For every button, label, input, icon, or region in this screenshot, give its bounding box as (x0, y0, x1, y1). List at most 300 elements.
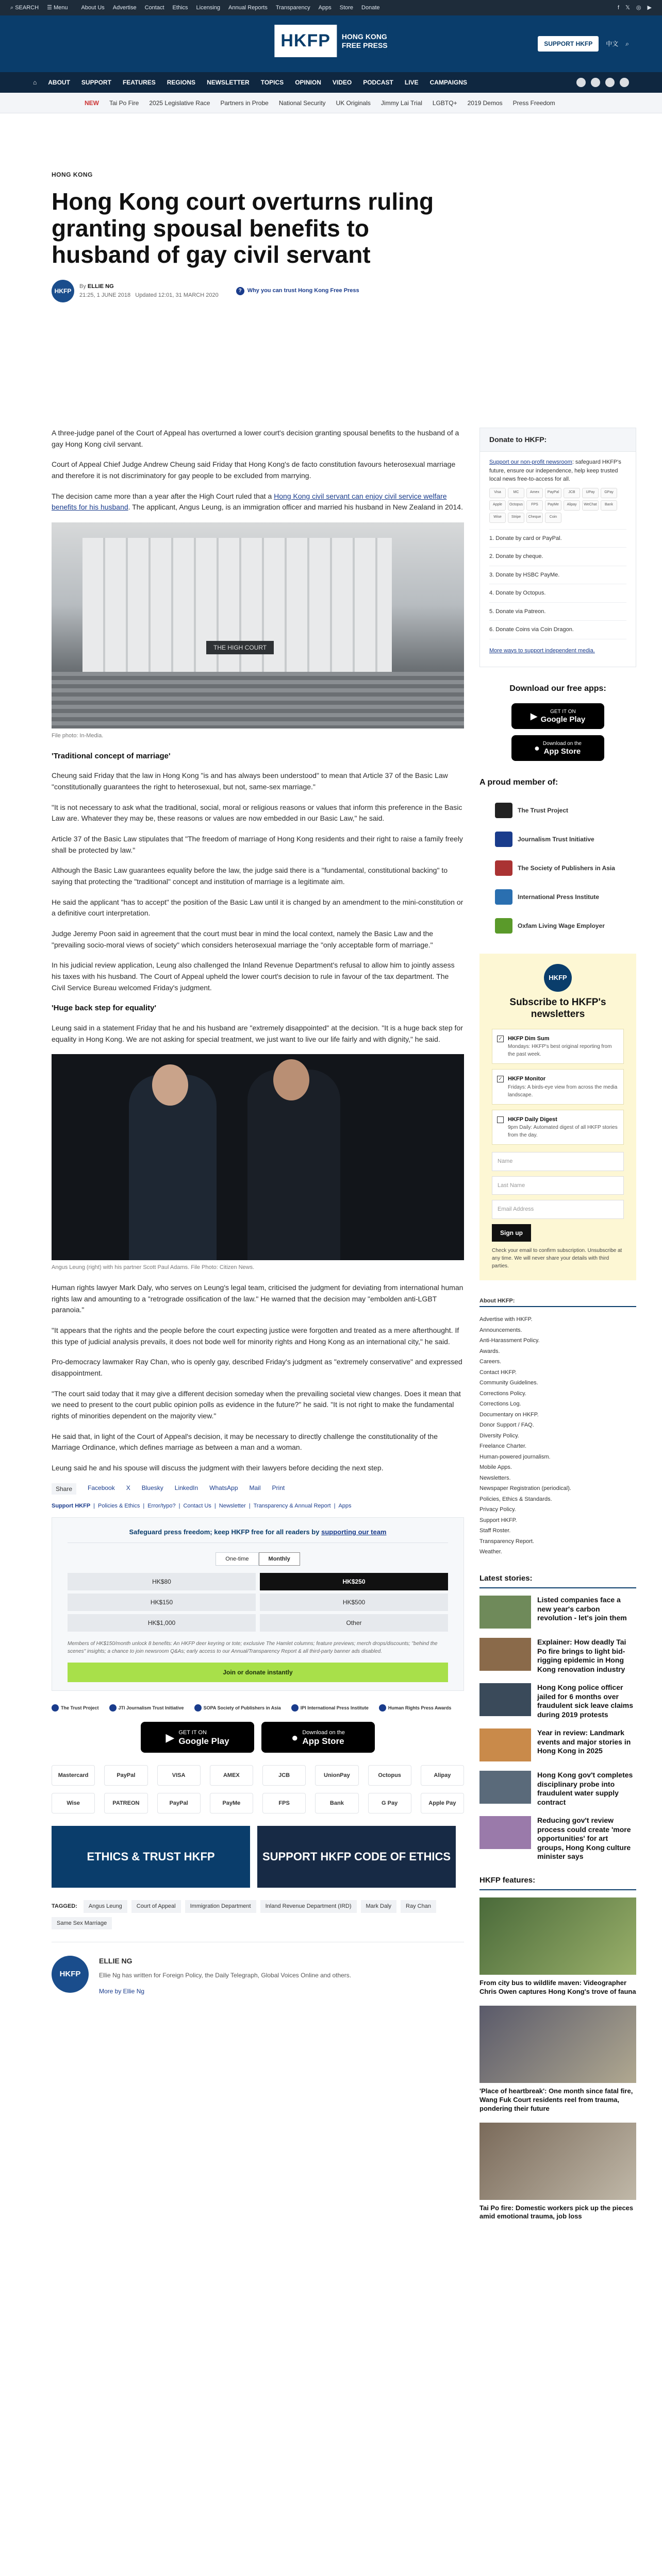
nav-item[interactable]: ABOUT (48, 79, 70, 86)
story-title[interactable]: Hong Kong gov't completes disciplinary probe into fraudulent water supply contract (537, 1771, 633, 1806)
publish-date: 21:25, 1 JUNE 2018 (79, 292, 131, 298)
tag-chip[interactable]: Inland Revenue Department (IRD) (260, 1900, 357, 1913)
menu-link[interactable]: ☰ Menu (47, 4, 68, 11)
member-label: International Press Institute (518, 893, 600, 901)
brand-right (538, 36, 629, 52)
top-link[interactable]: Apps (318, 4, 332, 11)
app-buttons (52, 1722, 464, 1753)
top-bar (0, 0, 662, 15)
more-by-author-link[interactable]: More by Ellie Ng (99, 1987, 145, 1995)
about-link[interactable]: Human-powered journalism. (479, 1453, 551, 1460)
donate-method[interactable]: 5. Donate via Patreon. (489, 603, 626, 621)
member-logo[interactable] (479, 796, 636, 825)
feature-title[interactable]: From city bus to wildlife maven: Videographer Chris Owen captures Hong Kong's trove of fauna (479, 1979, 636, 1995)
app-store-text (543, 740, 582, 756)
brand-bar (0, 15, 662, 72)
social-icon[interactable] (605, 78, 615, 87)
author-box-text (99, 1956, 351, 1996)
latest-story[interactable] (479, 1596, 636, 1629)
tags-label: TAGGED: (52, 1903, 77, 1910)
payment-logo[interactable]: JCB (262, 1765, 306, 1786)
x-icon[interactable]: 𝕏 (625, 4, 630, 11)
logo-line2: FREE PRESS (341, 41, 388, 49)
monthly-tab[interactable]: Monthly (259, 1552, 300, 1566)
site-logo[interactable] (274, 25, 387, 57)
story-title[interactable]: Explainer: How deadly Tai Po fire brings to light bid-rigging epidemic in Hong Kong renovation industry (537, 1638, 626, 1673)
badge-label: JTI Journalism Trust Initiative (118, 1705, 184, 1710)
payment-pill[interactable]: Bank (601, 500, 617, 511)
trending-item[interactable]: Jimmy Lai Trial (380, 99, 422, 107)
member-label: The Society of Publishers in Asia (518, 865, 615, 872)
newsletter-option[interactable] (492, 1110, 624, 1145)
amount-option[interactable]: HK$150 (68, 1594, 256, 1611)
share-whatsapp-button[interactable]: WhatsApp (209, 1484, 238, 1492)
app-store-button[interactable] (261, 1722, 375, 1753)
badge-label: SOPA Society of Publishers in Asia (203, 1705, 281, 1710)
instagram-icon[interactable]: ◎ (636, 4, 641, 11)
about-link[interactable]: Corrections Log. (479, 1401, 521, 1408)
oxfam-icon (495, 918, 512, 934)
newsletter-title: Subscribe to HKFP's newsletters (509, 997, 606, 1020)
payment-logo[interactable]: Mastercard (52, 1765, 95, 1786)
feature-image (479, 2006, 636, 2083)
frequency-toggle (68, 1552, 448, 1566)
ipi-icon (495, 889, 512, 905)
about-link[interactable]: Policies, Ethics & Standards. (479, 1496, 552, 1502)
author-box-name[interactable]: ELLIE NG (99, 1957, 133, 1965)
top-link[interactable]: Annual Reports (228, 4, 268, 11)
newsletter-checkbox[interactable] (497, 1116, 504, 1123)
home-icon[interactable]: ⌂ (33, 79, 37, 86)
print-button[interactable]: Print (272, 1484, 285, 1492)
about-link[interactable]: Contact HKFP. (479, 1369, 517, 1376)
payment-logo[interactable]: VISA (157, 1765, 201, 1786)
payment-logo[interactable]: Alipay (421, 1765, 464, 1786)
share-x-button[interactable]: X (126, 1484, 130, 1492)
nav-item[interactable]: VIDEO (332, 79, 352, 86)
about-link[interactable]: Weather. (479, 1549, 502, 1555)
paragraph: Human rights lawyer Mark Daly, who serves on Leung's legal team, criticised the judgment for deviating from international human rights law and amounting to a "retrograde ossification of the law." He warned that the decision may "embolden anti-LGBT paranoia." (52, 1283, 464, 1314)
jti-icon (495, 832, 512, 847)
payment-pill[interactable]: Wise (489, 513, 506, 523)
payment-pill[interactable]: Amex (526, 488, 543, 498)
top-link[interactable]: Licensing (196, 4, 220, 11)
nav-item[interactable]: CAMPAIGNS (429, 79, 468, 86)
author-box-avatar[interactable]: HKFP (52, 1956, 89, 1993)
donate-headline (68, 1527, 448, 1543)
feature-story[interactable] (479, 2123, 636, 2222)
donate-method[interactable]: 2. Donate by cheque. (489, 548, 626, 566)
newsletter-checkbox[interactable]: ✓ (497, 1076, 504, 1082)
payment-pill[interactable]: Visa (489, 488, 506, 498)
policies-link[interactable]: Policies & Ethics (98, 1502, 140, 1509)
feature-title[interactable]: Tai Po fire: Domestic workers pick up the pieces amid emotional trauma, job loss (479, 2204, 634, 2221)
paragraph: Leung said he and his spouse will discuss the judgment with their lawyers before deciding the next step. (52, 1464, 384, 1472)
sidebar-donate-title: Donate to HKFP: (480, 428, 636, 452)
nav-item[interactable]: LIVE (404, 79, 419, 86)
sidebar-latest (479, 1573, 636, 1861)
donate-method[interactable]: 6. Donate Coins via Coin Dragon. (489, 621, 626, 639)
about-link[interactable]: Community Guidelines. (479, 1380, 538, 1386)
social-icon[interactable] (620, 78, 629, 87)
payment-pill[interactable]: UPay (582, 488, 599, 498)
feature-story[interactable] (479, 1897, 636, 1996)
payment-pill[interactable]: MC (508, 488, 524, 498)
payment-pill[interactable]: Cheque (526, 513, 543, 523)
about-link[interactable]: Mobile Apps. (479, 1464, 512, 1471)
about-link[interactable]: Donor Support / FAQ. (479, 1422, 534, 1429)
nav-item[interactable]: OPINION (295, 79, 321, 86)
top-link[interactable]: Donate (361, 4, 380, 11)
top-link[interactable]: Ethics (172, 4, 188, 11)
trending-item[interactable]: National Security (278, 99, 326, 107)
author-avatar[interactable]: HKFP (52, 280, 74, 302)
app-store-big: App Store (543, 747, 581, 756)
member-logo[interactable] (479, 825, 636, 854)
badge-icon (109, 1704, 117, 1711)
payment-pill[interactable]: JCB (564, 488, 580, 498)
payment-logo[interactable]: AMEX (210, 1765, 253, 1786)
story-title[interactable]: Reducing gov't review process could create 'more opportunities' for art groups, Hong Kong culture minister says (537, 1816, 631, 1861)
nav-item[interactable]: REGIONS (167, 79, 196, 86)
newsletter-name: HKFP Monitor (508, 1076, 546, 1082)
trust-badge[interactable] (52, 1701, 99, 1715)
story-title[interactable]: Listed companies face a new year's carbon revolution - let's join them (537, 1596, 627, 1622)
story-title[interactable]: Hong Kong police officer jailed for 6 months over fraudulent sick leave claims during 2019 protests (537, 1683, 633, 1719)
contact-link[interactable]: Contact Us (183, 1502, 211, 1509)
first-name-input[interactable]: Name (492, 1152, 624, 1171)
more-ways-link[interactable]: More ways to support independent media. (489, 647, 595, 654)
amount-option-selected[interactable]: HK$250 (260, 1573, 448, 1590)
trending-item[interactable]: Tai Po Fire (109, 99, 139, 107)
payment-logo[interactable]: Wise (52, 1793, 95, 1814)
nav-item[interactable]: NEWSLETTER (207, 79, 250, 86)
about-link[interactable]: Advertise with HKFP. (479, 1316, 533, 1323)
support-hkfp-button[interactable]: SUPPORT HKFP (538, 36, 599, 52)
member-logo[interactable] (479, 911, 636, 940)
article-header (26, 113, 636, 313)
story-thumbnail (479, 1683, 531, 1716)
content-wrap (26, 113, 636, 2576)
head-shape (273, 1059, 309, 1100)
latest-story[interactable] (479, 1728, 636, 1761)
nav-item[interactable]: SUPPORT (81, 79, 111, 86)
trending-item[interactable]: UK Originals (336, 99, 371, 107)
latest-story[interactable] (479, 1683, 636, 1719)
member-label: Oxfam Living Wage Employer (518, 922, 605, 929)
payment-logo[interactable]: PATREON (104, 1793, 147, 1814)
author-link[interactable]: ELLIE NG (87, 283, 114, 290)
payment-pill[interactable]: PayMe (545, 500, 561, 511)
court-photo (52, 522, 464, 728)
social-icon[interactable] (576, 78, 586, 87)
sidebar-donate-intro-text: : safeguard HKFP's future, ensure our independence, help keep trusted local news free-to-access for all. (489, 459, 621, 482)
sidebar-donate-link[interactable]: Support our non-profit newsroom (489, 459, 572, 465)
paragraph: "It is not necessary to ask what the traditional, social, moral or religious reasons or values that inform this preference in the Basic Law are. Whatever they may be, these reasons or values are now embedded in our Basic Law," he said. (52, 803, 462, 823)
tag-chip[interactable]: Court of Appeal (131, 1900, 181, 1913)
social-icon[interactable] (591, 78, 600, 87)
trust-badge[interactable] (379, 1701, 452, 1715)
sidebar-donate-intro (489, 458, 626, 484)
badge-label: IPI International Press Institute (300, 1705, 369, 1710)
about-link[interactable]: Announcements. (479, 1327, 522, 1333)
court-sign: THE HIGH COURT (206, 641, 274, 654)
about-link[interactable]: Transparency Report. (479, 1538, 534, 1545)
subheading: 'Traditional concept of marriage' (52, 751, 171, 760)
newsletter-link[interactable]: Newsletter (219, 1502, 246, 1509)
amount-option[interactable]: HK$80 (68, 1573, 256, 1590)
tag-chip[interactable]: Angus Leung (84, 1900, 127, 1913)
apple-icon: ● (534, 742, 540, 753)
apps-link[interactable]: Apps (338, 1502, 352, 1509)
why-trust-link[interactable] (236, 286, 359, 295)
paragraph: He said the applicant "has to accept" the position of the Basic Law until it is changed by an amendment to the mini-constitution or a definitive court interpretation. (52, 897, 464, 918)
feature-image (479, 1897, 636, 1975)
share-facebook-button[interactable]: Facebook (88, 1484, 115, 1492)
google-play-small: GET IT ON (178, 1729, 207, 1736)
error-link[interactable]: Error/typo? (147, 1502, 176, 1509)
about-link[interactable]: Diversity Policy. (479, 1432, 519, 1439)
top-link[interactable]: Contact (144, 4, 164, 11)
amount-option[interactable]: HK$500 (260, 1594, 448, 1611)
author-box (52, 1942, 464, 1996)
byline (52, 280, 636, 302)
newsletter-name: HKFP Daily Digest (508, 1116, 557, 1123)
paragraph: Pro-democracy lawmaker Ray Chan, who is openly gay, described Friday's judgment as "extremely conservative" and expressed disappointment. (52, 1358, 462, 1377)
payment-pill[interactable]: PayPal (545, 488, 561, 498)
amount-option[interactable]: HK$1,000 (68, 1614, 256, 1632)
tag-chip[interactable]: Same Sex Marriage (52, 1917, 112, 1930)
paragraph: Article 37 of the Basic Law stipulates that "The freedom of marriage of Hong Kong residents and their right to raise a family freely shall be protected by law." (52, 834, 463, 854)
trending-label: NEW (85, 99, 99, 107)
sidebar-donate (479, 428, 636, 667)
ethics-banner[interactable]: ETHICS & TRUST HKFP (52, 1826, 250, 1888)
paragraph (52, 491, 464, 513)
nav-item[interactable]: TOPICS (260, 79, 284, 86)
payment-logo[interactable]: PayPal (157, 1793, 201, 1814)
payment-logo[interactable]: UnionPay (315, 1765, 358, 1786)
top-links (81, 4, 380, 12)
payment-methods (52, 1765, 464, 1814)
tag-chip[interactable]: Immigration Department (185, 1900, 256, 1913)
top-link[interactable]: Transparency (275, 4, 310, 11)
badge-label: Human Rights Press Awards (388, 1705, 452, 1710)
donate-methods-list (489, 529, 626, 660)
trending-item[interactable]: LGBTQ+ (432, 99, 457, 107)
sidebar-app-store-button[interactable] (511, 735, 604, 761)
trending-item[interactable]: 2025 Legislative Race (149, 99, 210, 107)
about-link[interactable]: Careers. (479, 1359, 502, 1365)
article-category[interactable]: HONG KONG (52, 171, 93, 178)
paragraph: In his judicial review application, Leung also challenged the Inland Revenue Department's refusal to allow him to jointly assess his taxes with his husband. The Court of Appeal upheld the lower court's decision to rule in favour of the tax department. The Civil Service Bureau welcomed Friday's judgment. (52, 961, 455, 992)
photo-caption: Angus Leung (right) with his partner Scott Paul Adams. File Photo: Citizen News. (52, 1264, 255, 1271)
language-link[interactable]: 中文 (606, 40, 619, 47)
badge-label: The Trust Project (61, 1705, 99, 1710)
paragraph: Court of Appeal Chief Judge Andrew Cheung said Friday that Hong Kong's de facto constitution favours heterosexual marriage and therefore it is not discriminatory for gay people to be excluded from marrying. (52, 460, 456, 480)
share-bar (52, 1483, 464, 1495)
join-donate-button[interactable]: Join or donate instantly (68, 1663, 448, 1682)
search-link[interactable]: ⌕ SEARCH (10, 4, 39, 11)
donate-method[interactable]: 3. Donate by HSBC PayMe. (489, 566, 626, 585)
newsletter-fine-print: Check your email to confirm subscription. Unsubscribe at any time. We will never share your details with third parties. (492, 1247, 622, 1269)
payment-pill[interactable]: WeChat (582, 500, 599, 511)
member-logo[interactable] (479, 883, 636, 911)
trending-item[interactable]: 2019 Demos (467, 99, 503, 107)
logo-line1: HONG KONG (341, 32, 387, 41)
payment-pill[interactable]: FPS (526, 500, 543, 511)
member-logo[interactable] (479, 854, 636, 883)
email-input[interactable]: Email Address (492, 1200, 624, 1219)
sidebar-members-title: A proud member of: (479, 778, 558, 787)
donate-method[interactable]: 4. Donate by Octopus. (489, 584, 626, 603)
top-link[interactable]: Advertise (112, 4, 137, 11)
member-benefits: Members of HK$150/month unlock 8 benefits: An HKFP deer keyring or tote; exclusive The Hamlet columns; feature previews; merch drops/discounts; "behind the scenes" insights; a chance to join newsroom Q&As; early access to our Annual/Transparency Report & all third-party banner ads disabled. (68, 1641, 438, 1655)
share-linkedin-button[interactable]: LinkedIn (174, 1484, 198, 1492)
payment-logo[interactable]: Apple Pay (421, 1793, 464, 1814)
transparency-link[interactable]: Transparency & Annual Report (253, 1502, 331, 1509)
trending-bar (0, 93, 662, 113)
sidebar-about-title: About HKFP: (479, 1296, 636, 1308)
one-time-tab[interactable]: One-time (216, 1552, 258, 1566)
story-title[interactable]: Year in review: Landmark events and major stories in Hong Kong in 2025 (537, 1728, 631, 1755)
about-link[interactable]: Support HKFP. (479, 1517, 517, 1523)
google-play-button[interactable] (141, 1722, 254, 1753)
google-play-text (178, 1728, 229, 1747)
menu-label: Menu (53, 4, 68, 11)
youtube-icon[interactable]: ▶ (647, 4, 652, 11)
footer-links-row: Support HKFP | Policies & Ethics | Error/typo? | Contact Us | Newsletter | Transparency & Annual Report | Apps (52, 1502, 464, 1511)
author-box-bio: Ellie Ng has written for Foreign Policy, the Daily Telegraph, Global Voices Online and others. (99, 1972, 352, 1979)
about-link[interactable]: Privacy Policy. (479, 1506, 516, 1513)
badge-icon (291, 1704, 299, 1711)
article-body (52, 428, 464, 1996)
about-link[interactable]: Newspaper Registration (periodical). (479, 1485, 571, 1492)
sign-up-button[interactable]: Sign up (492, 1224, 531, 1242)
article-title: Hong Kong court overturns ruling granting spousal benefits to husband of gay civil servant (52, 188, 434, 268)
paragraph: "It appears that the rights and the people before the court expecting justice were forgotten and treated as a mere afterthought. If this type of judicial analysis prevails, it does not bode well for minority rights and Hong Kong as an international city," he said. (52, 1326, 459, 1346)
payment-logo[interactable]: Bank (315, 1793, 358, 1814)
top-social (618, 4, 652, 12)
latest-story[interactable] (479, 1771, 636, 1807)
top-link[interactable]: About Us (81, 4, 105, 11)
facebook-icon[interactable]: f (617, 4, 620, 11)
app-store-small: Download on the (542, 741, 582, 747)
badge-icon (194, 1704, 202, 1711)
last-name-input[interactable]: Last Name (492, 1176, 624, 1195)
payment-pill[interactable]: Alipay (564, 500, 580, 511)
payment-logo[interactable]: PayPal (104, 1765, 147, 1786)
nav-item[interactable]: FEATURES (122, 79, 156, 86)
paragraph: Cheung said Friday that the law in Hong Kong "is and has always been understood" to mean that Article 37 of the Basic Law "constitutionally guarantees the right to heterosexual, but not, same-sex marriage." (52, 771, 448, 791)
story-thumbnail (479, 1816, 531, 1849)
subheading: 'Huge back step for equality' (52, 1004, 157, 1013)
donate-widget (52, 1517, 464, 1691)
payment-pill[interactable]: Stripe (508, 513, 524, 523)
app-store-text (302, 1728, 345, 1747)
about-link[interactable]: Newsletters. (479, 1475, 511, 1481)
article-tags (52, 1900, 464, 1929)
trust-badge[interactable] (291, 1701, 369, 1715)
share-mail-button[interactable]: Mail (249, 1484, 261, 1492)
sidebar-about (479, 1296, 636, 1557)
support-banner[interactable]: SUPPORT HKFP CODE OF ETHICS (257, 1826, 456, 1888)
latest-story[interactable] (479, 1638, 636, 1674)
member-label: The Trust Project (518, 807, 569, 814)
payment-pill[interactable]: Coin (545, 513, 561, 523)
sidebar (479, 428, 636, 2230)
question-icon: ? (236, 287, 244, 295)
trending-item[interactable]: Press Freedom (512, 99, 555, 107)
about-link[interactable]: Corrections Policy. (479, 1390, 526, 1397)
nav-social (576, 78, 629, 87)
inline-link[interactable]: Hong Kong civil servant can enjoy civil service welfare benefits for his husband (52, 492, 447, 512)
payment-logo[interactable]: G Pay (368, 1793, 411, 1814)
story-thumbnail (479, 1728, 531, 1761)
payment-logo[interactable]: Octopus (368, 1765, 411, 1786)
latest-story[interactable] (479, 1816, 636, 1861)
google-play-big: Google Play (178, 1736, 229, 1747)
newsletter-option[interactable] (492, 1069, 624, 1105)
amount-option-other[interactable]: Other (260, 1614, 448, 1632)
paragraph: "The court said today that it may give a different decision someday when the prevailing societal view changes. Does it mean that we need to present to the court public opinion polls as evidence in the future?" he said. "It is not right to make the fundamental rights of minorities dependent on the majority view." (52, 1389, 461, 1420)
trending-item[interactable]: Partners in Probe (220, 99, 269, 107)
payment-pill[interactable]: Apple (489, 500, 506, 511)
share-bluesky-button[interactable]: Bluesky (141, 1484, 163, 1492)
paragraph: Although the Basic Law guarantees equality before the law, the judge said there is a "fundamental, constitutional backing" to saying that protecting the "traditional" concept and institution of marriage is a legitimate aim. (52, 866, 448, 886)
donate-headline-link[interactable]: supporting our team (321, 1528, 387, 1536)
newsletter-desc: 9pm Daily: Automated digest of all HKFP stories from the day. (508, 1125, 618, 1139)
sidebar-apps (479, 683, 636, 761)
sidebar-google-play-button[interactable] (511, 703, 604, 729)
about-link[interactable]: Staff Roster. (479, 1528, 511, 1534)
support-link[interactable]: Support HKFP (52, 1502, 91, 1509)
logo-name (342, 32, 388, 50)
payment-logo[interactable]: FPS (262, 1793, 306, 1814)
search-icon[interactable]: ⌕ (625, 40, 629, 47)
donate-method[interactable]: 1. Donate by card or PayPal. (489, 530, 626, 548)
feature-title[interactable]: 'Place of heartbreak': One month since fatal fire, Wang Fuk Court residents reel from trauma, pondering their future (479, 2087, 633, 2112)
tag-chip[interactable]: Mark Daly (361, 1900, 397, 1913)
trust-badge[interactable] (194, 1701, 281, 1715)
why-trust-label: Why you can trust Hong Kong Free Press (247, 287, 359, 294)
paragraph-text: . The applicant, Angus Leung, is an immigration officer and married his husband in New Zealand in 2014. (128, 503, 463, 512)
payment-logo[interactable]: PayMe (210, 1793, 253, 1814)
sidebar-members (479, 776, 636, 940)
payment-pill[interactable]: GPay (601, 488, 617, 498)
share-label: Share (52, 1483, 76, 1495)
byline-prefix: By (79, 283, 86, 290)
tag-chip[interactable]: Ray Chan (401, 1900, 436, 1913)
newsletter-name: HKFP Dim Sum (508, 1035, 550, 1042)
about-link[interactable]: Freelance Charter. (479, 1443, 527, 1450)
about-link[interactable]: Documentary on HKFP. (479, 1411, 539, 1418)
newsletter-option[interactable] (492, 1029, 624, 1064)
top-link[interactable]: Store (339, 4, 354, 11)
search-label: SEARCH (15, 4, 39, 11)
newsletter-checkbox[interactable]: ✓ (497, 1036, 504, 1042)
about-link[interactable]: Anti-Harassment Policy. (479, 1337, 540, 1344)
payment-pill[interactable]: Octopus (508, 500, 524, 511)
feature-story[interactable] (479, 2006, 636, 2113)
trust-badge[interactable] (109, 1701, 184, 1715)
story-thumbnail (479, 1638, 531, 1671)
app-store-big: App Store (302, 1736, 344, 1747)
nav-item[interactable]: PODCAST (363, 79, 393, 86)
about-link[interactable]: Awards. (479, 1348, 500, 1354)
sidebar-features (479, 1875, 636, 2222)
newsletter-desc: Mondays: HKFP's best original reporting from the past week. (508, 1044, 612, 1058)
newsletter-desc: Fridays: A birds-eye view from across the media landscape. (508, 1084, 618, 1098)
